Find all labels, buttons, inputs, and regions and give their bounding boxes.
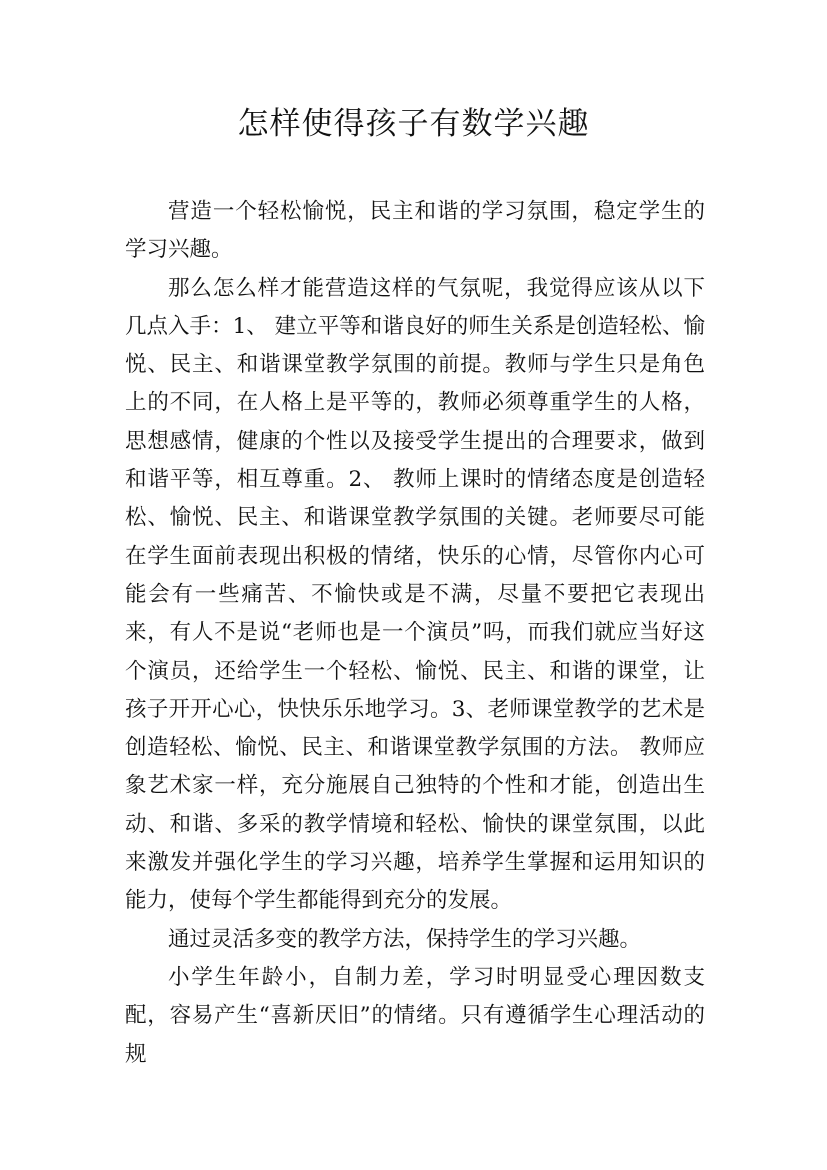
paragraph: 小学生年龄小，自制力差，学习时明显受心理因数支配，容易产生“喜新厌旧”的情绪。只有遵循学生心理活动的规 (125, 964, 705, 1067)
paragraph: 那么怎么样才能营造这样的气氛呢，我觉得应该从以下几点入手：1、 建立平等和谐良好的师生关系是创造轻松、愉悦、民主、和谐课堂教学氛围的前提。教师与学生只是角色上的不同，在人格上是平等的，教师必须尊重学生的人格，思想感情，健康的个性以及接受学生提出的合理要求，做到和谐平等，相互尊重。2、 教师上课时的情绪态度是创造轻松、愉悦、民主、和谐课堂教学氛围的关键。老师要尽可能在学生面前表现出积极的情绪，快乐的心情，尽管你内心可能会有一些痛苦、不愉快或是不满，尽量不要把它表现出来，有人不是说“老师也是一个演员”吗，而我们就应当好这个演员，还给学生一个轻松、愉悦、民主、和谐的课堂，让孩子开开心心，快快乐乐地学习。3、老师课堂教学的艺术是创造轻松、愉悦、民主、和谐课堂教学氛围的方法。 教师应象艺术家一样，充分施展自己独特的个性和才能，创造出生动、和谐、多采的教学情境和轻松、愉快的课堂氛围，以此来激发并强化学生的学习兴趣，培养学生掌握和运用知识的能力，使每个学生都能得到充分的发展。 (125, 275, 705, 914)
paragraph: 营造一个轻松愉悦，民主和谐的学习氛围，稳定学生的学习兴趣。 (125, 199, 705, 263)
document-body (125, 193, 705, 1074)
paragraph: 通过灵活多变的教学方法，保持学生的学习兴趣。 (168, 926, 642, 952)
document-title: 怎样使得孩子有数学兴趣 (237, 106, 590, 142)
